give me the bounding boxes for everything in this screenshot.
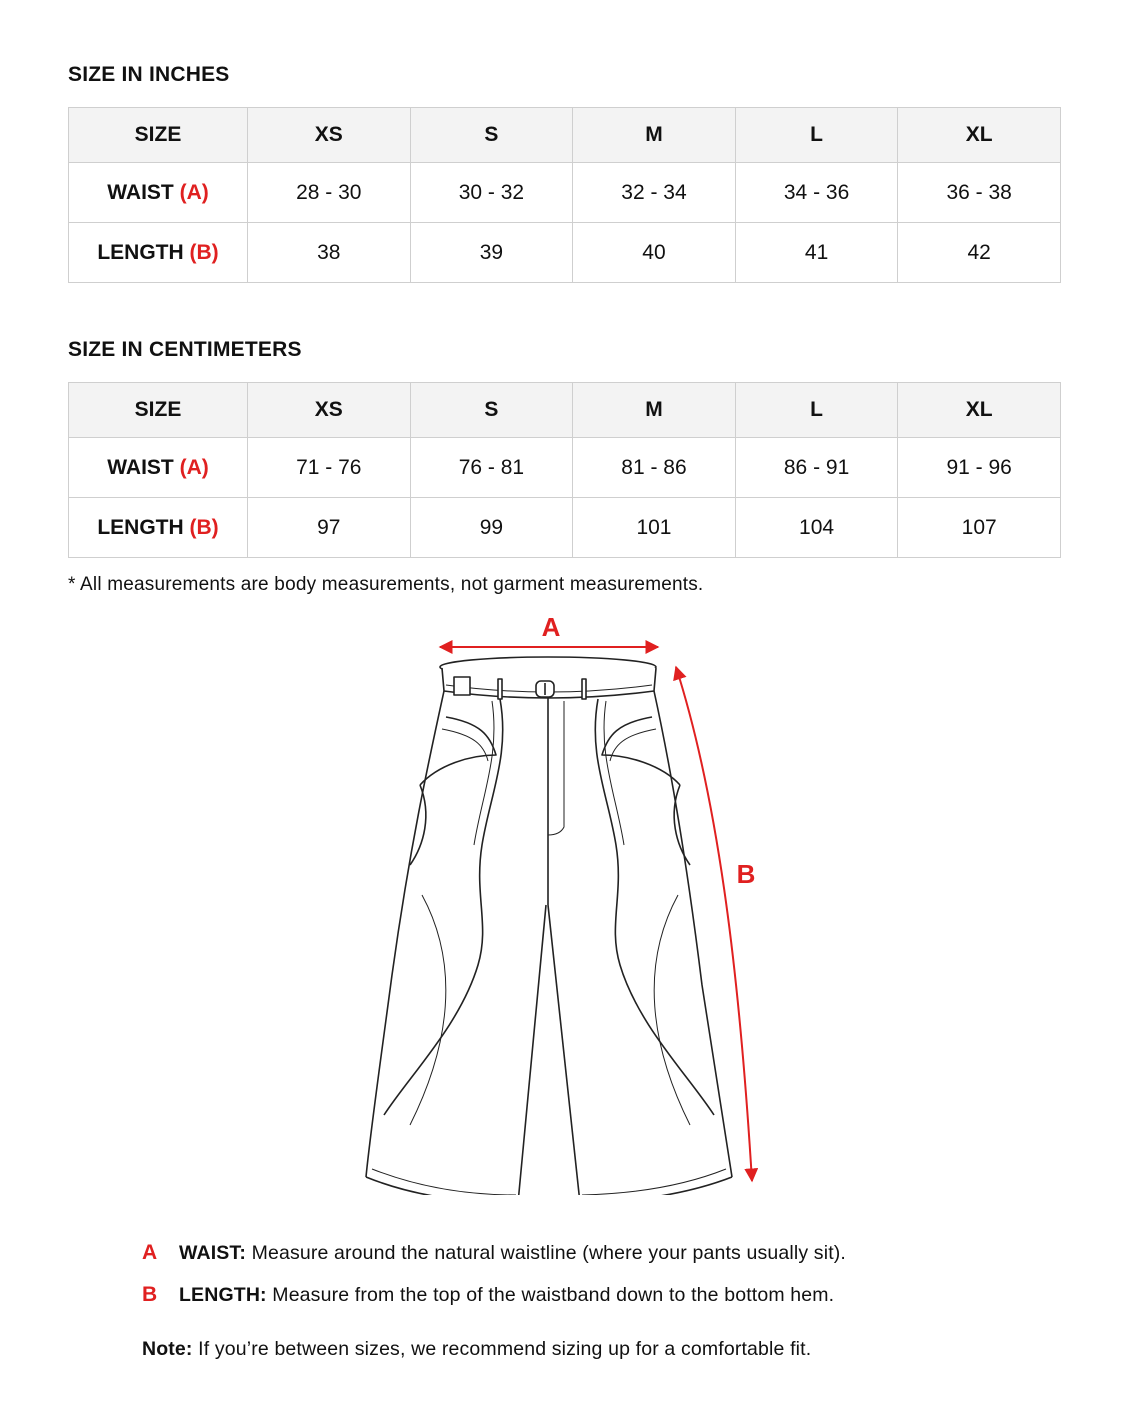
legend-text: Measure around the natural waistline (where your pants usually sit).: [251, 1242, 846, 1264]
legend-letter: B: [142, 1283, 158, 1306]
length-arrow-label: B: [736, 859, 756, 889]
centimeters-section-title: SIZE IN CENTIMETERS: [68, 338, 302, 361]
table-header-row: [69, 383, 1061, 438]
header-cell: L: [735, 383, 898, 438]
table-row: [69, 498, 1061, 558]
table-row: [69, 438, 1061, 498]
table-cell: 76 - 81: [410, 438, 573, 498]
row-label-tag: (A): [179, 455, 209, 479]
centimeters-size-table: [68, 382, 1061, 558]
table-cell: 36 - 38: [898, 163, 1061, 223]
header-cell: XL: [898, 383, 1061, 438]
table-row: [69, 163, 1061, 223]
legend-letter: A: [142, 1241, 158, 1264]
legend-text: Measure from the top of the waistband down to the bottom hem.: [272, 1284, 835, 1306]
row-label-text: LENGTH: [97, 515, 184, 539]
pants-measurement-diagram: [350, 605, 780, 1195]
header-cell: M: [573, 108, 736, 163]
table-cell: 101: [573, 498, 736, 558]
header-cell: SIZE: [69, 383, 248, 438]
header-cell: M: [573, 383, 736, 438]
header-cell: XL: [898, 108, 1061, 163]
fit-note: [142, 1338, 811, 1361]
row-label-length: [69, 498, 248, 558]
table-cell: 39: [410, 223, 573, 283]
row-label-text: WAIST: [107, 455, 174, 479]
table-cell: 97: [248, 498, 411, 558]
table-header-row: [69, 108, 1061, 163]
table-cell: 81 - 86: [573, 438, 736, 498]
table-cell: 86 - 91: [735, 438, 898, 498]
header-cell: S: [410, 383, 573, 438]
table-cell: 41: [735, 223, 898, 283]
note-term: Note:: [142, 1338, 193, 1360]
table-cell: 91 - 96: [898, 438, 1061, 498]
header-cell: SIZE: [69, 108, 248, 163]
row-label-waist: [69, 438, 248, 498]
row-label-tag: (A): [179, 180, 209, 204]
header-cell: S: [410, 108, 573, 163]
table-cell: 40: [573, 223, 736, 283]
inches-section-title: SIZE IN INCHES: [68, 63, 230, 86]
measurement-footnote: * All measurements are body measurements, not garment measurements.: [68, 574, 704, 595]
table-cell: 38: [248, 223, 411, 283]
note-text: If you’re between sizes, we recommend sizing up for a comfortable fit.: [198, 1338, 812, 1360]
row-label-waist: [69, 163, 248, 223]
table-cell: 104: [735, 498, 898, 558]
table-cell: 71 - 76: [248, 438, 411, 498]
table-cell: 28 - 30: [248, 163, 411, 223]
table-cell: 107: [898, 498, 1061, 558]
row-label-text: LENGTH: [97, 240, 184, 264]
row-label-tag: (B): [189, 240, 219, 264]
table-cell: 30 - 32: [410, 163, 573, 223]
row-label-tag: (B): [189, 515, 219, 539]
legend-term: LENGTH:: [179, 1284, 267, 1306]
table-cell: 99: [410, 498, 573, 558]
header-cell: XS: [248, 383, 411, 438]
inches-size-table: [68, 107, 1061, 283]
header-cell: XS: [248, 108, 411, 163]
table-cell: 32 - 34: [573, 163, 736, 223]
table-row: [69, 223, 1061, 283]
pants-outline-illustration: [366, 657, 732, 1195]
table-cell: 34 - 36: [735, 163, 898, 223]
length-arrow: [676, 667, 752, 1181]
row-label-length: [69, 223, 248, 283]
legend-length: [142, 1283, 834, 1307]
row-label-text: WAIST: [107, 180, 174, 204]
header-cell: L: [735, 108, 898, 163]
table-cell: 42: [898, 223, 1061, 283]
legend-waist: [142, 1241, 846, 1265]
legend-term: WAIST:: [179, 1242, 246, 1264]
waist-arrow-label: A: [541, 612, 561, 642]
